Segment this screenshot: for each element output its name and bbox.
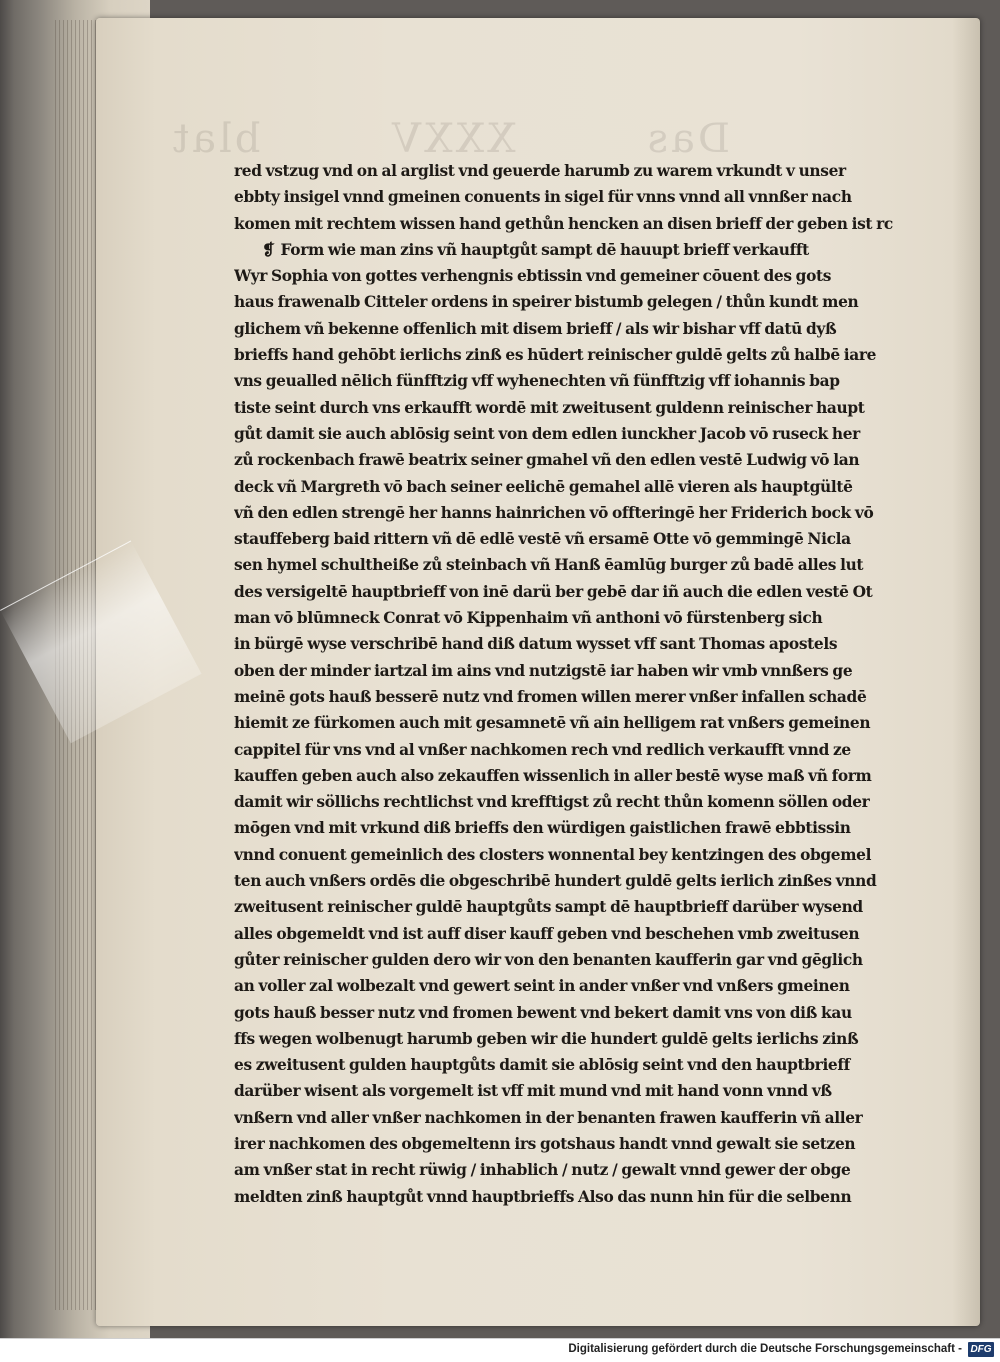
- text-line: sen hymel schultheiße zů steinbach vñ Hanß ēamlūg burger zů badē alles lut: [234, 556, 864, 575]
- text-line: glichem vñ bekenne offenlich mit disem brieff / als wir bishar vff datū dyß: [234, 319, 837, 338]
- text-line: in bürgē wyse verschribē hand diß datum wysset vff sant Thomas apostels: [234, 635, 838, 654]
- paragraph-mark-icon: ❡: [262, 240, 275, 259]
- bleed-through-word: XXXV: [389, 116, 516, 162]
- text-line: ten auch vnßers ordēs die obgeschribē hundert guldē gelts ierlich zinßes vnnd: [234, 872, 877, 891]
- text-line: es zweitusent gulden hauptgůts damit sie ablōsig seint vnd den hauptbrieff: [234, 1056, 850, 1075]
- page-shade: [952, 18, 980, 1326]
- text-line: tiste seint durch vns erkaufft wordē mit zweitusent guldenn reinischer haupt: [234, 398, 865, 417]
- text-line: meldten zinß hauptgůt vnnd hauptbrieffs Also das nunn hin für die selbenn: [234, 1187, 852, 1206]
- text-line: komen mit rechtem wissen hand gethůn hencken an disen brieff der geben ist rc: [234, 214, 893, 233]
- text-line: vñ den edlen strengē her hanns hainrichen vō offteringē her Friderich bock vō: [234, 503, 874, 522]
- text-line: damit wir söllichs rechtlichst vnd krefftigst zů recht thůn komenn söllen oder: [234, 793, 870, 812]
- page-text-block: [234, 158, 932, 1210]
- text-line: mōgen vnd mit vrkund diß brieffs den würdigen gaistlichen frawē ebbtissin: [234, 819, 851, 838]
- text-line: haus frawenalb Citteler ordens in speirer bistumb gelegen / thůn kundt men: [234, 293, 859, 312]
- funding-credit: Digitalisierung gefördert durch die Deutsche Forschungsgemeinschaft -: [568, 1343, 962, 1355]
- text-line: vnßern vnd aller vnßer nachkomen in der benanten frawen kaufferin vñ aller: [234, 1108, 863, 1127]
- bleed-through-word: Das: [644, 116, 730, 162]
- text-line: vns geualled nēlich fünfftzig vff wyhenechten vñ fünfftzig vff iohannis bap: [234, 372, 840, 391]
- text-line: gůt damit sie auch ablōsig seint von dem edlen iunckher Jacob vō ruseck her: [234, 424, 860, 443]
- text-line: Wyr Sophia von gottes verhengnis ebtissin vnd gemeiner cōuent des gots: [234, 267, 832, 286]
- text-line: darüber wisent als vorgemelt ist vff mit mund vnd mit hand vonn vnnd vß: [234, 1082, 832, 1101]
- digitization-footer: [0, 1338, 1000, 1362]
- text-line: stauffeberg baid rittern vñ dē edlē vestē vñ ersamē Otte vō gemmingē Nicla: [234, 530, 851, 549]
- text-line: oben der minder iartzal im ains vnd nutzigstē iar haben wir vmb vnnßers ge: [234, 661, 853, 680]
- text-line: cappitel für vns vnd al vnßer nachkomen rech vnd redlich verkaufft vnnd ze: [234, 740, 851, 759]
- text-line: brieffs hand gehōbt ierlichs zinß es hūdert reinischer guldē gelts zů halbē iare: [234, 346, 877, 365]
- text-line: gots hauß besser nutz vnd fromen bewent vnd bekert damit vns von diß kau: [234, 1003, 852, 1022]
- bleed-through-word: blat: [170, 116, 261, 162]
- text-line: hiemit ze fürkomen auch mit gesamnetē vñ ain helligem rat vnßers gemeinen: [234, 714, 871, 733]
- text-line: am vnßer stat in recht rüwig / inhablich / nutz / gewalt vnnd gewer der obge: [234, 1161, 851, 1180]
- text-line: man vō blūmneck Conrat vō Kippenhaim vñ anthoni vō fürstenberg sich: [234, 609, 823, 628]
- section-heading-text: Form wie man zins vñ hauptgůt sampt dē hauupt brieff verkaufft: [280, 240, 809, 259]
- text-line: irer nachkomen des obgemeltenn irs gotshaus handt vnnd gewalt sie setzen: [234, 1134, 856, 1153]
- section-heading-line: [234, 237, 932, 263]
- text-line: des versigeltē hauptbrieff von inē darü ber gebē dar iñ auch die edlen vestē Ot: [234, 582, 873, 601]
- text-line: red vstzug vnd on al arglist vnd geuerde harumb zu warem vrkundt v unser: [234, 162, 846, 180]
- text-line: zweitusent reinischer guldē hauptgůts sampt dē hauptbrieff darüber wysend: [234, 898, 863, 917]
- text-line: deck vñ Margreth vō bach seiner eelichē gemahel allē vieren als hauptgültē: [234, 477, 853, 496]
- text-line: kauffen geben auch also zekauffen wissenlich in aller bestē wyse maß vñ form: [234, 766, 872, 785]
- dfg-logo: DFG: [968, 1342, 994, 1357]
- text-line: vnnd conuent gemeinlich des closters wonnental bey kentzingen des obgemel: [234, 845, 872, 864]
- text-line: ebbty insigel vnnd gmeinen conuents in sigel für vnns vnnd all vnnßer nach: [234, 188, 852, 207]
- text-line: zů rockenbach frawē beatrix seiner gmahel vñ den edlen vestē Ludwig vō lan: [234, 451, 860, 470]
- text-line: meinē gots hauß besserē nutz vnd fromen willen merer vnßer infallen schadē: [234, 687, 867, 706]
- text-line: an voller zal wolbezalt vnd gewert seint in ander vnßer vnd vnßers gmeinen: [234, 977, 850, 996]
- text-line: gůter reinischer gulden dero wir von den benanten kaufferin gar vnd gēglich: [234, 950, 863, 969]
- text-line: ffs wegen wolbenugt harumb geben wir die hundert guldē gelts ierlichs zinß: [234, 1029, 859, 1048]
- text-line: alles obgemeldt vnd ist auff diser kauff geben vnd beschehen vmb zweitusen: [234, 924, 860, 943]
